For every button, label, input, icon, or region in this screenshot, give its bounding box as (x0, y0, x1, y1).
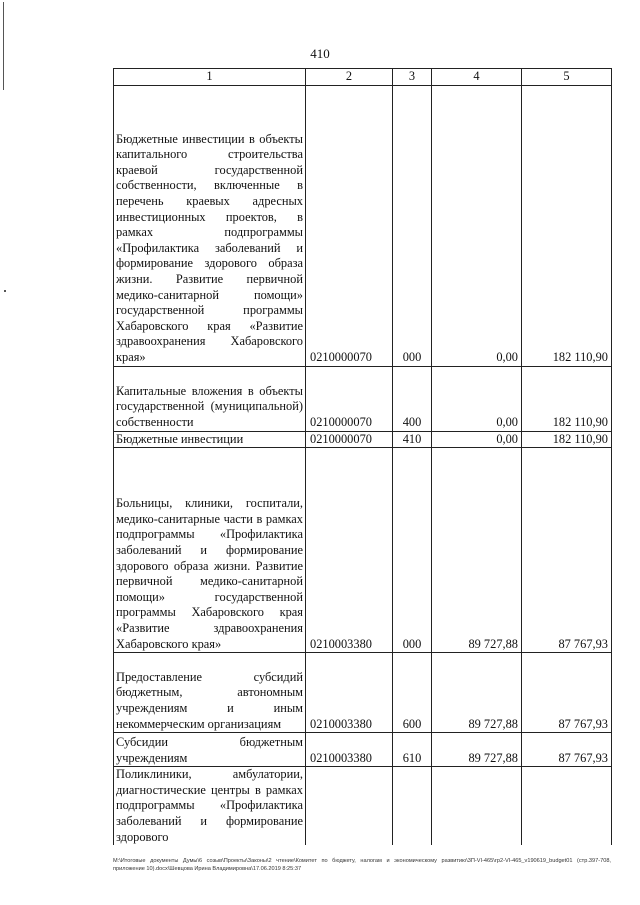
row-vr: 600 (393, 653, 432, 733)
row-col5: 87 767,93 (522, 448, 612, 653)
header-cell: 1 (114, 69, 306, 86)
row-col4: 89 727,88 (432, 448, 522, 653)
row-code: 0210000070 (306, 366, 393, 431)
header-cell: 4 (432, 69, 522, 86)
row-col4: 0,00 (432, 366, 522, 431)
row-name: Больницы, клиники, госпитали, медико-санитарные части в рамках подпрограммы «Профилактика заболеваний и формирование здорового образа жизни. Развитие первичной медико-санитарной помощи» государственной программы Хабаровского края «Развитие здравоохранения Хабаровского края» (114, 448, 306, 653)
row-vr: 400 (393, 366, 432, 431)
file-path-footer: М:\Итоговые документы Думы\6 созыв\Проекты\Законы\2 чтение\Комитет по бюджету, налогам и экономическому развитию\3П-VI-465\гр2-VI-465_v190619_budget01 (стр.397-708, приложение 10).docx\Шевцова Ирина Владимировна\17.06.2019 8:25:37 (113, 858, 611, 872)
table-row (114, 653, 612, 733)
row-col5: 182 110,90 (522, 366, 612, 431)
row-vr (393, 767, 432, 845)
row-vr: 000 (393, 448, 432, 653)
table-row (114, 733, 612, 767)
row-col4: 89 727,88 (432, 733, 522, 767)
table-row (114, 767, 612, 845)
row-code: 0210003380 (306, 733, 393, 767)
row-name: Субсидии бюджетным учреждениям (114, 733, 306, 767)
table-header-row (114, 69, 612, 86)
row-name: Предоставление субсидий бюджетным, автономным учреждениям и иным некоммерческим организациям (114, 653, 306, 733)
table-row (114, 85, 612, 366)
row-col5: 87 767,93 (522, 733, 612, 767)
row-vr: 610 (393, 733, 432, 767)
row-col4: 89 727,88 (432, 653, 522, 733)
row-code: 0210003380 (306, 653, 393, 733)
header-cell: 2 (306, 69, 393, 86)
table-row (114, 448, 612, 653)
row-name: Бюджетные инвестиции в объекты капитального строительства краевой государственной собственности, включенные в перечень краевых адресных инвестиционных проектов, в рамках подпрограммы «Профилактика заболеваний и формирование здорового образа жизни. Развитие первичной медико-санитарной помощи» государственной программы Хабаровского края «Развитие здравоохранения Хабаровского края» (114, 85, 306, 366)
row-col5: 182 110,90 (522, 431, 612, 448)
table-row (114, 366, 612, 431)
table-row (114, 431, 612, 448)
row-col5: 182 110,90 (522, 85, 612, 366)
row-col4: 0,00 (432, 85, 522, 366)
header-cell: 3 (393, 69, 432, 86)
row-name: Поликлиники, амбулатории, диагностические центры в рамках подпрограммы «Профилактика заболеваний и формирование здорового (114, 767, 306, 845)
row-vr: 410 (393, 431, 432, 448)
row-name: Бюджетные инвестиции (114, 431, 306, 448)
row-name: Капитальные вложения в объекты государственной (муниципальной) собственности (114, 366, 306, 431)
row-col5 (522, 767, 612, 845)
row-code: 0210003380 (306, 448, 393, 653)
row-col4 (432, 767, 522, 845)
row-col5: 87 767,93 (522, 653, 612, 733)
budget-table (113, 68, 612, 845)
header-cell: 5 (522, 69, 612, 86)
row-code: 0210000070 (306, 85, 393, 366)
row-code: 0210000070 (306, 431, 393, 448)
row-code (306, 767, 393, 845)
scan-mark-middle (4, 290, 6, 292)
row-vr: 000 (393, 85, 432, 366)
page-number: 410 (310, 46, 330, 61)
row-col4: 0,00 (432, 431, 522, 448)
